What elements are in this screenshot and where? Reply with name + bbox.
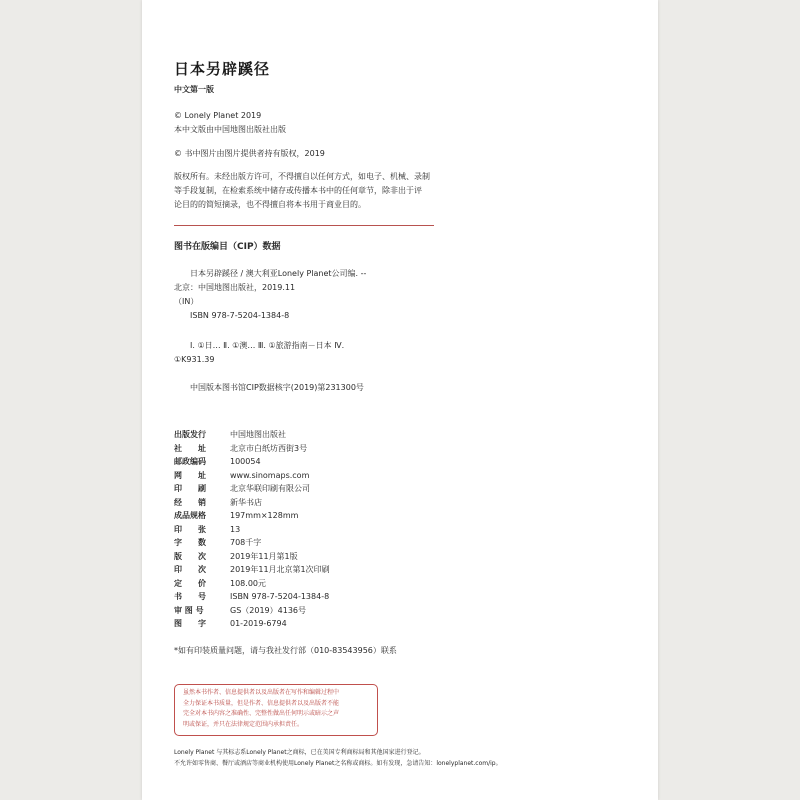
spec-value: 新华书店 bbox=[230, 497, 262, 507]
spec-key: 印 张 bbox=[174, 524, 206, 534]
rights-line: 等手段复制，在检索系统中储存或传播本书中的任何章节，除非出于评 bbox=[174, 186, 422, 195]
cip-heading: 图书在版编目（CIP）数据 bbox=[174, 242, 281, 252]
copyright-line: © Lonely Planet 2019 bbox=[174, 111, 262, 120]
spec-value: 2019年11月第1版 bbox=[230, 551, 298, 561]
spec-key: 审 图 号 bbox=[174, 605, 204, 615]
disclaimer-box bbox=[174, 684, 378, 736]
spec-row bbox=[174, 590, 330, 604]
cip-line: ISBN 978-7-5204-1384-8 bbox=[190, 311, 290, 320]
cip-line: 北京：中国地图出版社，2019.11 bbox=[174, 283, 296, 292]
image-copyright: © 书中图片由图片提供者持有版权，2019 bbox=[174, 149, 325, 158]
spec-value: www.sinomaps.com bbox=[230, 470, 310, 480]
divider bbox=[174, 225, 434, 226]
spec-row bbox=[174, 523, 330, 537]
cip-class-line: Ⅰ. ①日… Ⅱ. ①澳… Ⅲ. ①旅游指南－日本 Ⅳ. bbox=[190, 341, 345, 350]
spec-value: 197mm×128mm bbox=[230, 511, 299, 520]
cip-line: （IN） bbox=[174, 297, 199, 306]
spec-table bbox=[174, 428, 330, 631]
spec-key: 邮政编码 bbox=[174, 457, 206, 466]
spec-value: 108.00元 bbox=[230, 578, 266, 588]
spec-key: 出版发行 bbox=[174, 430, 206, 439]
spec-key: 印 刷 bbox=[174, 484, 206, 493]
copyright-line: 本中文版由中国地图出版社出版 bbox=[174, 125, 286, 134]
spec-row bbox=[174, 482, 330, 496]
quality-note: *如有印装质量问题，请与我社发行部（010-83543956）联系 bbox=[174, 646, 397, 655]
spec-key: 印 次 bbox=[174, 565, 206, 574]
cip-line: 日本另辟蹊径 / 澳大利亚Lonely Planet公司编. -- bbox=[190, 269, 367, 278]
spec-value: 13 bbox=[230, 524, 241, 534]
spec-value: 北京华联印刷有限公司 bbox=[230, 484, 310, 493]
disclaimer-line: 虽然本书作者、信息提供者以及出版者在写作和编辑过程中 bbox=[183, 689, 340, 696]
footer-line: Lonely Planet 与其标志系Lonely Planet之商标，已在美国专利商标局和其他国家进行登记。 bbox=[174, 749, 425, 756]
edition-label: 中文第一版 bbox=[174, 85, 214, 94]
spec-row bbox=[174, 428, 330, 442]
spec-value: 01-2019-6794 bbox=[230, 619, 287, 628]
spec-key: 字 数 bbox=[174, 538, 206, 547]
cip-class-line: ①K931.39 bbox=[174, 355, 215, 364]
spec-key: 成品规格 bbox=[174, 511, 206, 520]
spec-row bbox=[174, 469, 330, 483]
spec-row bbox=[174, 577, 330, 591]
spec-value: 708千字 bbox=[230, 538, 262, 547]
spec-key: 书 号 bbox=[174, 592, 206, 601]
rights-line: 版权所有。未经出版方许可，不得擅自以任何方式，如电子、机械、录制 bbox=[174, 172, 430, 181]
spec-value: ISBN 978-7-5204-1384-8 bbox=[230, 592, 330, 601]
spec-value: 北京市白纸坊西街3号 bbox=[230, 443, 308, 453]
spec-value: 100054 bbox=[230, 457, 261, 466]
spec-row bbox=[174, 509, 330, 523]
copyright-page bbox=[142, 0, 658, 800]
cip-number: 中国版本图书馆CIP数据核字(2019)第231300号 bbox=[190, 383, 364, 392]
disclaimer-line: 全力保证本书质量，但是作者、信息提供者以及出版者不能 bbox=[183, 699, 340, 707]
footer-line: 不允许如零售商、餐厅或酒店等商业机构使用Lonely Planet之名称或商标。如有发现，急请告知：lonelyplanet.com/ip。 bbox=[174, 760, 502, 767]
spec-key: 社 址 bbox=[174, 443, 206, 453]
spec-value: 中国地图出版社 bbox=[230, 430, 286, 439]
spec-key: 定 价 bbox=[174, 578, 206, 588]
spec-row bbox=[174, 455, 330, 469]
spec-row bbox=[174, 617, 330, 631]
disclaimer-line: 完全对本书内容之准确性、完整性做出任何明示或暗示之声 bbox=[183, 710, 340, 717]
spec-row bbox=[174, 536, 330, 550]
rights-line: 论目的的简短摘录，也不得擅自将本书用于商业目的。 bbox=[174, 200, 366, 209]
disclaimer-line: 明或保证，并只在法律规定范围内承担责任。 bbox=[183, 720, 304, 728]
spec-row bbox=[174, 563, 330, 577]
spec-row bbox=[174, 550, 330, 564]
book-title: 日本另辟蹊径 bbox=[174, 60, 271, 78]
spec-value: GS（2019）4136号 bbox=[230, 605, 306, 615]
spec-row bbox=[174, 604, 330, 618]
spec-key: 网 址 bbox=[174, 470, 206, 480]
spec-value: 2019年11月北京第1次印刷 bbox=[230, 565, 330, 574]
spec-row bbox=[174, 496, 330, 510]
spec-key: 版 次 bbox=[174, 551, 206, 561]
spec-key: 经 销 bbox=[174, 497, 206, 507]
spec-key: 图 字 bbox=[174, 619, 206, 628]
spec-row bbox=[174, 442, 330, 456]
